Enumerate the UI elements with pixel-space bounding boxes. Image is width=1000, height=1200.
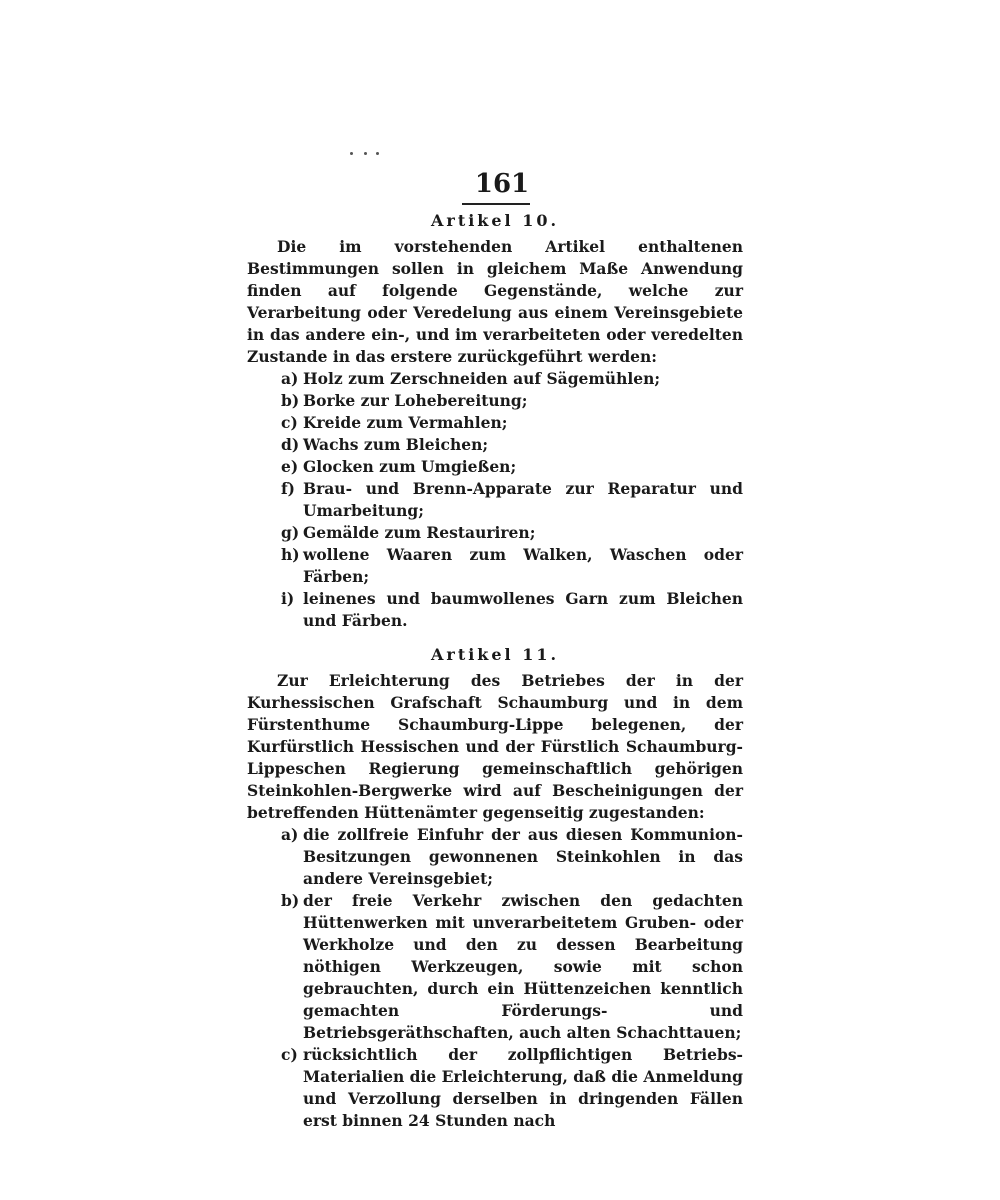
list-item <box>247 1044 743 1132</box>
item-text: die zollfreie Einfuhr der aus diesen Kommunion-Besitzungen gewonnenen Steinkohlen in das andere Vereinsgebiet; <box>303 825 743 888</box>
section-gap <box>247 632 743 642</box>
item-text: Kreide zum Vermahlen; <box>303 413 508 432</box>
article-intro: Die im vorstehenden Artikel enthaltenen Bestimmungen sollen in gleichem Maße Anwendung finden auf folgende Gegenstände, welche zur Verarbeitung oder Veredelung aus einem Vereinsgebiete in das andere ein-, und im verarbeiteten oder veredelten Zustande in das erstere zurückgeführt werden: <box>247 237 743 366</box>
item-text: der freie Verkehr zwischen den gedachten Hüttenwerken mit unverarbeitetem Gruben- oder Werkholze und den zu dessen Bearbeitung nöthigen Werkzeugen, sowie mit schon gebrauchten, durch ein Hüttenzeichen kenntlich gemachten Förderungs- und Betriebsgeräthschaften, auch alten Schachttauen; <box>303 891 743 1042</box>
list-item <box>247 456 743 478</box>
article-intro: Zur Erleichterung des Betriebes der in der Kurhessischen Grafschaft Schaumburg und in dem Fürstenthume Schaumburg-Lippe belegenen, der Kurfürstlich Hessischen und der Fürstlich Schaumburg-Lippeschen Regierung gemeinschaftlich gehörigen Steinkohlen-Bergwerke wird auf Bescheinigungen der betreffenden Hüttenämter gegenseitig zugestanden: <box>247 671 743 822</box>
item-text: Glocken zum Umgießen; <box>303 457 517 476</box>
item-mark: d) <box>281 435 300 454</box>
page-number: 161 <box>474 169 530 199</box>
item-mark: f) <box>281 479 296 498</box>
list-item <box>247 412 743 434</box>
item-text: Wachs zum Bleichen; <box>303 435 489 454</box>
item-mark: h) <box>281 545 300 564</box>
item-mark: e) <box>281 457 299 476</box>
page-number-rule <box>462 203 530 205</box>
print-speck <box>350 152 390 158</box>
item-text: wollene Waaren zum Walken, Waschen oder Färben; <box>303 545 743 586</box>
article-heading: Artikel 11. <box>430 645 560 664</box>
item-mark: b) <box>281 391 300 410</box>
list-item <box>247 890 743 1044</box>
list-item <box>247 588 743 632</box>
article-heading: Artikel 10. <box>430 211 560 230</box>
item-text: leinenes und baumwollenes Garn zum Bleichen und Färben. <box>303 589 743 630</box>
item-text: Brau- und Brenn-Apparate zur Reparatur und Umarbeitung; <box>303 479 743 520</box>
list-item <box>247 478 743 522</box>
list-item <box>247 544 743 588</box>
item-text: Gemälde zum Restauriren; <box>303 523 536 542</box>
item-mark: c) <box>281 413 298 432</box>
item-text: Borke zur Lohebereitung; <box>303 391 528 410</box>
item-mark: a) <box>281 825 299 844</box>
item-text: rücksichtlich der zollpflichtigen Betriebs-Materialien die Erleichterung, daß die Anmeldung und Verzollung derselben in dringenden Fällen erst binnen 24 Stunden nach <box>303 1045 743 1130</box>
item-mark: a) <box>281 369 299 388</box>
item-text: Holz zum Zerschneiden auf Sägemühlen; <box>303 369 661 388</box>
item-mark: g) <box>281 523 300 542</box>
item-mark: i) <box>281 589 295 608</box>
item-mark: b) <box>281 891 300 910</box>
body-text <box>247 208 743 1132</box>
list-item <box>247 434 743 456</box>
item-mark: c) <box>281 1045 298 1064</box>
list-item <box>247 522 743 544</box>
list-item <box>247 390 743 412</box>
list-item <box>247 368 743 390</box>
list-item <box>247 824 743 890</box>
